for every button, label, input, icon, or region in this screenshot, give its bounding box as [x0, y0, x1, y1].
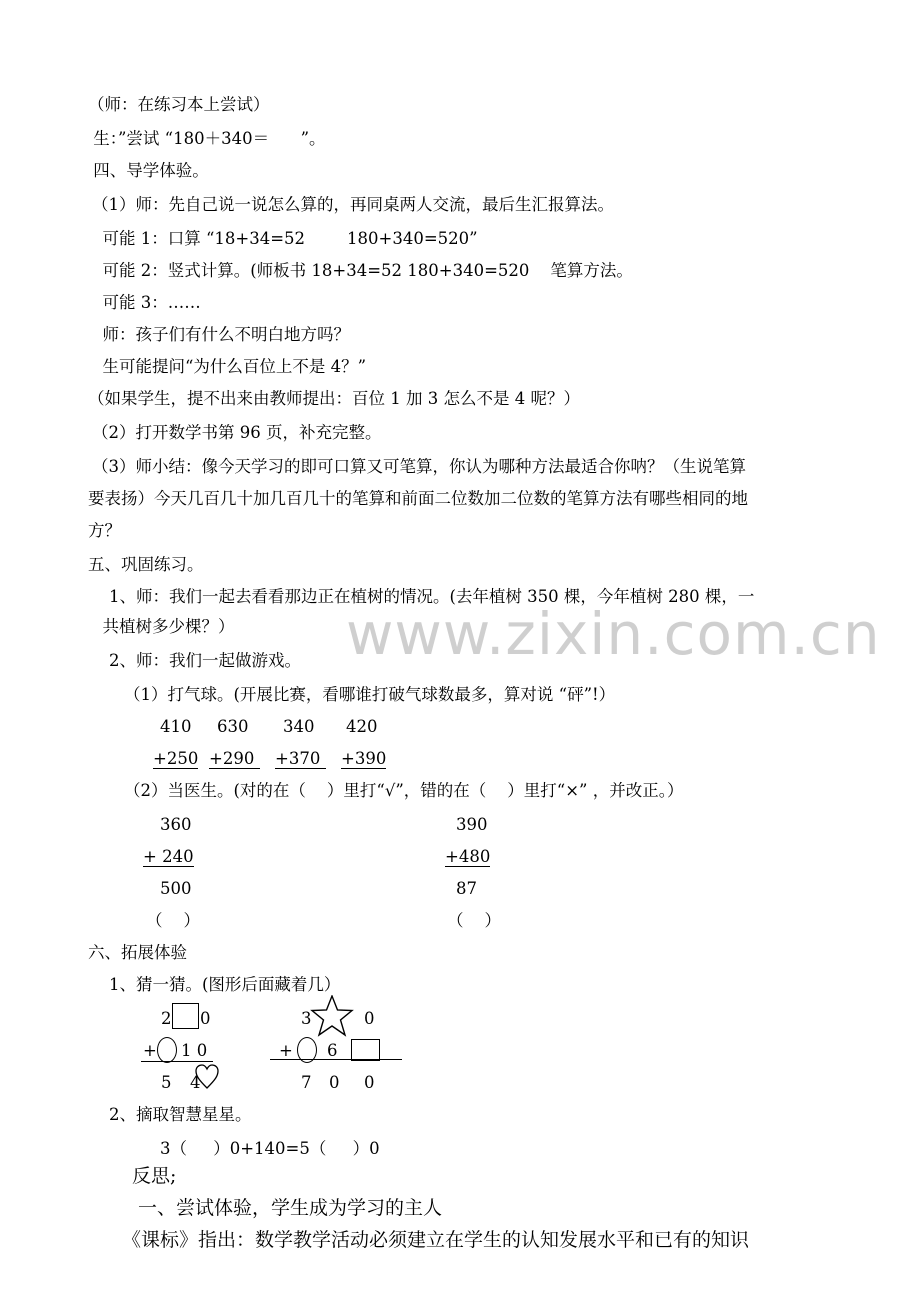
doctor-b-result: 87 [456, 879, 477, 898]
circle-shape [157, 1037, 177, 1063]
text-line: 要表扬）今天几百几十加几百几十的笔算和前面二位数加二位数的笔算方法有哪些相同的地 [88, 489, 748, 508]
guess-a-result-left: 5 [161, 1073, 172, 1092]
watermark: www.zixin.com.cn [346, 600, 881, 668]
guess-a-top-left: 2 [161, 1009, 172, 1028]
guess-b-top-right: 0 [364, 1009, 375, 1028]
square-shape [172, 1003, 199, 1029]
star-icon [310, 995, 354, 1037]
guess-b-result-1: 7 [301, 1073, 312, 1092]
reflection-title: 反思; [132, 1165, 177, 1187]
text-line: （1）师：先自己说一说怎么算的，再同桌两人交流，最后生汇报算法。 [92, 195, 614, 214]
doctor-a-mid: + 240 [143, 847, 194, 866]
balloon-bottom-4: +390 [341, 749, 387, 768]
text-line: 1、猜一猜。(图形后面藏着几） [88, 975, 341, 994]
guess-b-result-3: 0 [364, 1073, 375, 1092]
text-line: 四、导学体验。 [88, 161, 209, 180]
text-line: （2）打开数学书第 96 页，补充完整。 [92, 423, 382, 442]
text-line: 六、拓展体验 [88, 943, 187, 962]
balloon-top-2: 630 [217, 717, 249, 736]
text-line: 方？ [88, 521, 121, 540]
balloon-bottom-1: +250 [153, 749, 199, 768]
text-line: （3）师小结：像今天学习的即可口算又可笔算，你认为哪种方法最适合你呐？（生说笔算 [92, 457, 746, 476]
text-line: 2、师：我们一起做游戏。 [88, 651, 301, 670]
text-line: （1）打气球。(开展比赛，看哪谁打破气球数最多，算对说 “砰”!） [124, 685, 616, 704]
text-line: 生：”尝试 “180＋340＝ ”。 [88, 129, 326, 148]
text-line: 生可能提问“为什么百位上不是 4？” [92, 357, 367, 376]
reflection-heading: 一、尝试体验，学生成为学习的主人 [132, 1197, 443, 1219]
guess-a-mid: 1 0 [181, 1041, 208, 1060]
guess-b-top-left: 3 [301, 1009, 312, 1028]
text-line: 师：孩子们有什么不明白地方吗？ [92, 325, 350, 344]
sum-line [141, 1061, 213, 1062]
text-line: （2）当医生。(对的在（ ）里打“√”，错的在（ ）里打“×” ，并改正。） [124, 781, 684, 800]
doctor-a-top: 360 [160, 815, 192, 834]
text-line: 可能 3：…… [92, 293, 201, 312]
balloon-top-1: 410 [160, 717, 192, 736]
heart-icon [195, 1064, 219, 1090]
doctor-a-result: 500 [160, 879, 192, 898]
guess-b-mid: 6 [327, 1041, 338, 1060]
balloon-top-3: 340 [283, 717, 315, 736]
doctor-b-top: 390 [456, 815, 488, 834]
balloon-bottom-2: +290 [209, 749, 260, 768]
doctor-b-mid: +480 [445, 847, 491, 866]
text-line: 3（ ）0+140=5（ ）0 [160, 1139, 380, 1158]
balloon-top-4: 420 [346, 717, 378, 736]
text-line: 共植树多少棵？） [92, 617, 235, 636]
guess-a-top-right: 0 [200, 1009, 211, 1028]
square-shape [351, 1039, 380, 1061]
text-line: （如果学生，提不出来由教师提出：百位 1 加 3 怎么不是 4 呢？） [88, 389, 580, 408]
text-line: 2、摘取智慧星星。 [88, 1105, 252, 1124]
guess-a-result-mid: 4 [190, 1073, 201, 1092]
doctor-a-paren: （ ） [146, 911, 200, 930]
text-line: （师：在练习本上尝试） [88, 95, 270, 114]
text-line: 可能 2：竖式计算。(师板书 18+34=52 180+340=520 笔算方法。 [92, 261, 633, 280]
text-line: 1、师：我们一起去看看那边正在植树的情况。(去年植树 350 棵，今年植树 280 棵，一 [88, 587, 755, 606]
guess-a-plus: + [143, 1041, 157, 1060]
balloon-bottom-3: +370 [275, 749, 326, 768]
text-line: 五、巩固练习。 [88, 555, 204, 574]
sum-line [270, 1059, 402, 1060]
guess-b-result-2: 0 [329, 1073, 340, 1092]
text-line: 可能 1：口算 “18+34=52 180+340=520” [92, 229, 478, 248]
doctor-b-paren: （ ） [447, 911, 501, 930]
guess-b-plus: + [279, 1041, 293, 1060]
reflection-paragraph: 《课标》指出：数学教学活动必须建立在学生的认知发展水平和已有的知识 [122, 1229, 750, 1251]
